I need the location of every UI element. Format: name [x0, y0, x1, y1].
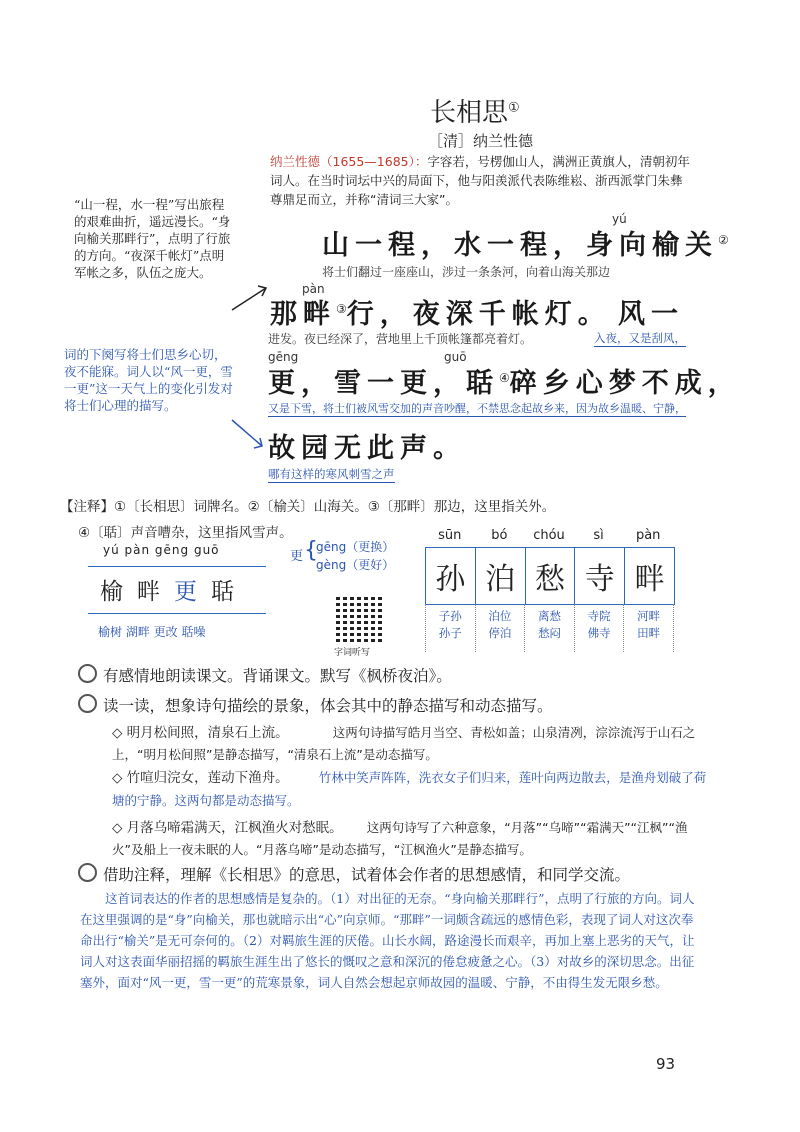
exercise-1: 有感情地朗读课文。背诵课文。默写《枫桥夜泊》。: [78, 664, 452, 686]
qr-caption: 字词听写: [334, 648, 371, 658]
grid-cell: 愁: [526, 548, 576, 604]
poem-line-2-right: 风一: [618, 299, 684, 330]
exercise-icon: [78, 694, 97, 713]
ex2-item-3: ◇ 月落乌啼霜满天，江枫渔火对愁眠。 这两句诗写了六种意象，“月落”“乌啼”“霜满天”“江枫”“渔火”及船上一夜未眠的人。“月落乌啼”是动态描写，“江枫渔火”是静态描写。: [112, 820, 688, 857]
word-char: 更: [174, 579, 211, 605]
words-chars: [100, 573, 248, 606]
word-char: 聒: [211, 579, 248, 605]
annotation-line-1: 【注释】①〔长相思〕词牌名。②〔榆关〕山海关。③〔那畔〕那边，这里指关外。: [60, 499, 556, 515]
grid-cell: 寺: [575, 548, 625, 604]
page-title: 长相思①: [430, 98, 520, 128]
geng-readings: gēng（更换） gèng（更好）: [316, 540, 395, 572]
grid-cell: 畔: [634, 562, 665, 597]
word-char: 榆: [100, 579, 137, 605]
left-note-2: 词的下阕写将士们思乡心切，夜不能寐。词人以“风一更，雪一更”这一天气上的变化引发对将士们心理的描写。: [64, 347, 233, 413]
grid-words: 子孙 孙子 泊位 停泊 离愁 愁闷 寺院 佛寺 河畔 田畔: [425, 604, 674, 652]
grid-pinyin: sūn bó chóu sì pàn: [438, 528, 661, 543]
page-number: 93: [656, 1055, 676, 1073]
left-note-1: “山一程，水一程”写出旅程的艰难曲折，遥远漫长。“身向榆关那畔行”，点明了行旅的方向。“夜深千帐灯”点明军帐之多，队伍之庞大。: [74, 197, 231, 280]
exercise-3-answer: 这首词表达的作者的思想感情是复杂的。（1）对出征的无奈。“身向榆关那畔行”，点明了行旅的方向。词人在这里强调的是“身”向榆关，那也就暗示出“心”向京师。“那畔”一词颇含疏远的感情色彩，表现了词人对这次奉命出行“榆关”是无可奈何的。（2）对羁旅生涯的厌倦。山长水阔，路途漫长而艰辛，再加上塞上恶劣的天气，让词人对这表面华丽招摇的羁旅生涯生出了悠长的慨叹之意和深沉的倦怠疲惫之心。（3）对故乡的深切思念。出征塞外，面对“风一更，雪一更”的荒寒景象，词人自然会想起京师故园的温暖、宁静，不由得生发无限乡愁。: [80, 891, 695, 990]
exercise-icon: [78, 863, 97, 882]
ex2-item-1: ◇ 明月松间照，清泉石上流。 这两句诗描写皓月当空、青松如盖；山泉清冽，淙淙流泻于山石之上，“明月松间照”是静态描写，“清泉石上流”是动态描写。: [112, 725, 696, 762]
geng-brace: {: [304, 538, 318, 563]
ex2-item-2: ◇ 竹喧归浣女，莲动下渔舟。 竹林中笑声阵阵，洗衣女子们归来，莲叶向两边散去，是渔舟划破了荷塘的宁静。这两句都是动态描写。: [112, 770, 707, 808]
pinyin-guo: guō: [444, 350, 467, 364]
poem-line-2: 那畔③行，夜深千帐灯。: [270, 299, 611, 330]
exercise-3: 借助注释，理解《长相思》的意思，试着体会作者的思想感情，和同学交流。: [78, 863, 630, 885]
author: ［清］纳兰性德: [428, 132, 534, 150]
poem-line-2-translation: 进发。夜已经深了，营地里上千顶帐篷都亮着灯。: [268, 332, 533, 346]
grid-cell: 泊: [476, 548, 526, 604]
poem-line-3: 更，雪一更，聒④碎乡心梦不成，: [268, 368, 741, 399]
words-pinyin: yú pàn gēng guō: [103, 543, 220, 557]
geng-label: 更: [290, 549, 304, 564]
qr-code-icon[interactable]: [336, 594, 384, 642]
author-bio: 纳兰性德（1655—1685）：字容若，号楞伽山人，满洲正黄旗人，清朝初年词人。在当时词坛中兴的局面下，他与阳羡派代表陈维崧、浙西派掌门朱彝尊鼎足而立，并称“清词三大家”。: [270, 154, 690, 207]
annotation-line-2: ④〔聒〕声音嘈杂，这里指风雪声。: [78, 525, 293, 541]
pinyin-pan: pàn: [302, 282, 325, 296]
grid-cell: 孙: [426, 548, 476, 604]
words-examples: 榆树 湖畔 更改 聒噪: [98, 625, 206, 639]
exercise-icon: [78, 664, 97, 683]
word-char: 畔: [137, 579, 174, 605]
poem-line-4: 故园无此声。: [268, 433, 466, 464]
pinyin-geng: gēng: [268, 350, 299, 364]
character-grid: [425, 547, 675, 605]
poem-line-2-translation-right: 入夜，又是刮风，: [594, 331, 686, 345]
poem-line-1: 山一程，水一程，身向榆关②: [322, 230, 729, 261]
poem-line-4-translation: 哪有这样的寒风刺雪之声: [268, 467, 395, 481]
exercise-2: 读一读，想象诗句描绘的景象，体会其中的静态描写和动态描写。: [78, 694, 553, 716]
poem-line-1-translation: 将士们翻过一座座山，涉过一条条河，向着山海关那边: [322, 265, 611, 279]
poem-line-3-translation: 又是下雪，将士们被风雪交加的声音吵醒，不禁思念起故乡来，因为故乡温暖、宁静，: [268, 402, 686, 415]
pinyin-yu: yú: [612, 212, 627, 226]
